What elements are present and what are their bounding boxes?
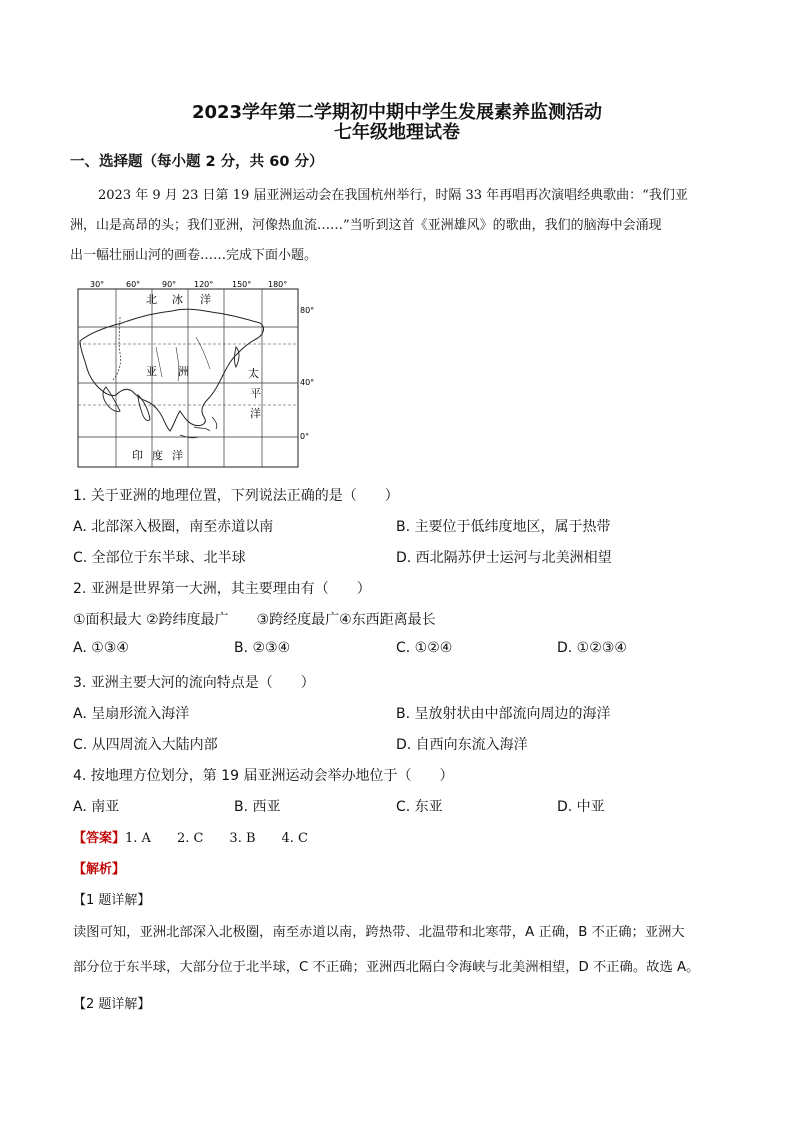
lon-label: 120° [194,280,214,289]
lon-label: 30° [90,280,105,289]
question-3-option-a: A. 呈扇形流入海洋 [73,706,190,722]
question-3-option-b: B. 呈放射状由中部流向周边的海洋 [396,706,611,722]
intro-line-3: 出一幅壮丽山河的画卷……完成下面小题。 [70,248,318,263]
section-heading: 一、选择题（每小题 2 分，共 60 分） [70,154,324,170]
question-2-option-c: C. ①②④ [396,640,453,656]
question-2-option-a: A. ①③④ [73,640,129,656]
question-4-option-a: A. 南亚 [73,799,120,815]
pacific-ocean-label: 洋 [250,407,261,420]
indian-ocean-label: 洋 [172,449,183,462]
question-4-option-d: D. 中亚 [557,799,605,815]
asia-outline [80,309,263,431]
question-2-option-d: D. ①②③④ [557,640,627,656]
lat-label: 80° [300,306,315,315]
answer-line [73,827,308,846]
indian-ocean-label: 印 [132,449,143,462]
question-2-statements: ①面积最大 ②跨纬度最广 ③跨经度最广④东西距离最长 [73,612,436,628]
arctic-ocean-label: 洋 [200,293,211,306]
question-1-option-d: D. 西北隔苏伊士运河与北美洲相望 [396,550,612,566]
q1-analysis-line-1: 读图可知，亚洲北部深入北极圈，南至赤道以南，跨热带、北温带和北寒带，A 正确，B 不正确；亚洲大 [73,925,685,940]
lon-label: 180° [268,280,288,289]
question-3-option-c: C. 从四周流入大陆内部 [73,737,218,753]
pacific-ocean-label: 平 [250,387,261,400]
india-outline [138,395,150,421]
lat-label: 40° [300,378,315,387]
arctic-ocean-label: 冰 [172,293,183,306]
question-3-stem: 3. 亚洲主要大河的流向特点是（ ） [73,675,315,691]
asia-label: 洲 [178,365,189,378]
question-2-option-b: B. ②③④ [234,640,291,656]
japan-outline [235,347,240,367]
lon-label: 90° [162,280,177,289]
intro-line-1: 2023 年 9 月 23 日第 19 届亚洲运动会在我国杭州举行，时隔 33 年再唱再次演唱经典歌曲：“我们亚 [98,188,688,203]
question-4-stem: 4. 按地理方位划分，第 19 届亚洲运动会举办地位于（ ） [73,768,454,784]
q1-analysis-line-2: 部分位于东半球，大部分位于北半球，C 不正确；亚洲西北隔白令海峡与北美洲相望，D 不正确。故选 A。 [73,960,700,975]
page-subtitle: 七年级地理试卷 [334,122,460,143]
pacific-ocean-label: 太 [248,367,259,380]
question-4-option-c: C. 东亚 [396,799,443,815]
arctic-ocean-label: 北 [146,293,157,306]
indian-ocean-label: 度 [152,449,163,462]
islands-outline [180,417,217,438]
question-1-option-c: C. 全部位于东半球、北半球 [73,550,246,566]
analysis-label: 【解析】 [73,862,126,877]
asia-label: 亚 [146,365,157,378]
asia-map [76,277,316,471]
lon-label: 150° [232,280,252,289]
question-1-option-b: B. 主要位于低纬度地区，属于热带 [396,519,611,535]
q1-analysis-heading: 【1 题详解】 [73,893,151,908]
question-2-stem: 2. 亚洲是世界第一大洲，其主要理由有（ ） [73,581,371,597]
arabia-outline [103,387,120,412]
answer-label: 【答案】 [73,831,126,846]
question-3-option-d: D. 自西向东流入海洋 [396,737,528,753]
map-grid [78,289,298,467]
question-1-stem: 1. 关于亚洲的地理位置，下列说法正确的是（ ） [73,488,399,504]
q2-analysis-heading: 【2 题详解】 [73,997,151,1012]
intro-line-2: 洲，山是高昂的头；我们亚洲，河像热血流……”当听到这首《亚洲雄风》的歌曲，我们的脑海中会涌现 [70,218,662,233]
question-1-option-a: A. 北部深入极圈，南至赤道以南 [73,519,274,535]
question-4-option-b: B. 西亚 [234,799,281,815]
lat-label: 0° [300,432,310,441]
page-title: 2023学年第二学期初中期中学生发展素养监测活动 [191,102,603,123]
lon-label: 60° [126,280,141,289]
answer-text: 1. A 2. C 3. B 4. C [125,831,308,846]
